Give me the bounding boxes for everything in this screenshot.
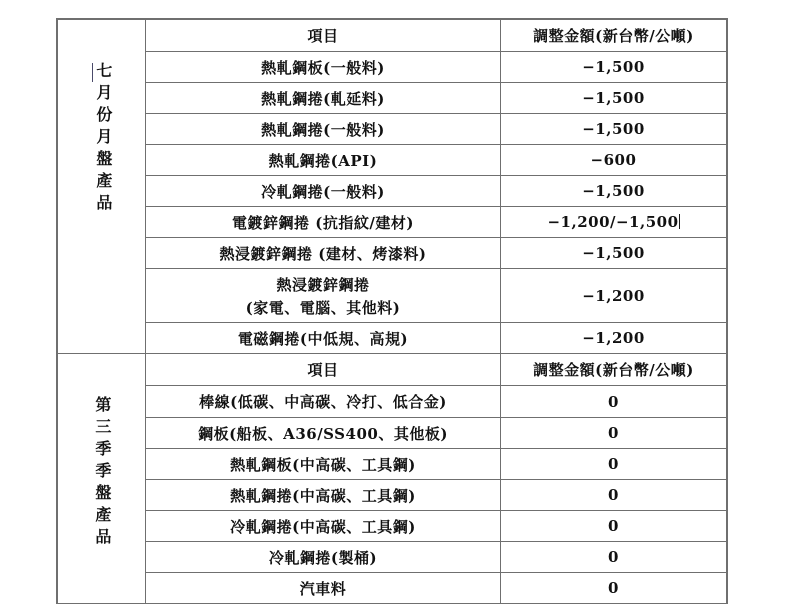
adjustment-amount-cell: 0 xyxy=(501,511,727,542)
group-label-text: 七月份月盤產品 xyxy=(93,62,113,216)
product-item-cell: 冷軋鋼捲(製桶) xyxy=(146,542,501,573)
price-adjustment-table-container xyxy=(57,19,726,598)
column-header-item: 項目 xyxy=(146,354,501,386)
adjustment-amount-cell: −600 xyxy=(501,145,727,176)
product-item-cell: 熱軋鋼捲(一般料) xyxy=(146,114,501,145)
product-item-cell: 冷軋鋼捲(一般料) xyxy=(146,176,501,207)
product-item-cell: 熱軋鋼板(一般料) xyxy=(146,52,501,83)
product-item-line1: 熱浸鍍鋅鋼捲 xyxy=(276,275,370,294)
product-item-cell: 熱軋鋼板(中高碳、工具鋼) xyxy=(146,449,501,480)
adjustment-amount-cell: 0 xyxy=(501,418,727,449)
product-item-cell: 電磁鋼捲(中低規、高規) xyxy=(146,323,501,354)
product-item-cell: 棒線(低碳、中高碳、冷打、低合金) xyxy=(146,386,501,418)
adjustment-amount-cell: 0 xyxy=(501,386,727,418)
adjustment-amount-cell: 0 xyxy=(501,449,727,480)
product-item-cell: 熱軋鋼捲(中高碳、工具鋼) xyxy=(146,480,501,511)
adjustment-amount-cell: −1,500 xyxy=(501,52,727,83)
product-item-cell: 汽車料 xyxy=(146,573,501,604)
adjustment-amount-cell: −1,500 xyxy=(501,238,727,269)
product-item-cell xyxy=(146,269,501,323)
section-group-label-0 xyxy=(58,20,146,354)
adjustment-amount-cell: −1,500 xyxy=(501,83,727,114)
product-item-cell: 熱軋鋼捲(API) xyxy=(146,145,501,176)
product-item-cell: 電鍍鋅鋼捲 (抗指紋/建材) xyxy=(146,207,501,238)
adjustment-amount-cell xyxy=(501,207,727,238)
table-header-row xyxy=(58,20,727,52)
table-row xyxy=(58,323,727,354)
table-row xyxy=(58,269,727,323)
adjustment-amount-cell: −1,200 xyxy=(501,323,727,354)
adjustment-amount-cell: 0 xyxy=(501,480,727,511)
column-header-amount: 調整金額(新台幣/公噸) xyxy=(501,20,727,52)
section-group-label-1 xyxy=(58,354,146,604)
adjustment-amount-cell: 0 xyxy=(501,573,727,604)
text-cursor xyxy=(679,214,680,229)
adjustment-amount-cell: −1,200 xyxy=(501,269,727,323)
column-header-amount: 調整金額(新台幣/公噸) xyxy=(501,354,727,386)
product-item-cell: 熱軋鋼捲(軋延料) xyxy=(146,83,501,114)
product-item-cell: 熱浸鍍鋅鋼捲 (建材、烤漆料) xyxy=(146,238,501,269)
product-item-cell: 鋼板(船板、A36/SS400、其他板) xyxy=(146,418,501,449)
adjustment-amount-cell: −1,500 xyxy=(501,114,727,145)
adjustment-amount-cell: 0 xyxy=(501,542,727,573)
adjustment-amount-text: −1,200/−1,500 xyxy=(547,213,679,231)
group-label-text: 第三季季盤產品 xyxy=(92,396,112,550)
column-header-item: 項目 xyxy=(146,20,501,52)
text-cursor xyxy=(92,63,93,82)
product-item-cell: 冷軋鋼捲(中高碳、工具鋼) xyxy=(146,511,501,542)
price-adjustment-table xyxy=(57,19,727,604)
table-row xyxy=(58,238,727,269)
table-row xyxy=(58,573,727,604)
adjustment-amount-cell: −1,500 xyxy=(501,176,727,207)
table-header-row xyxy=(58,354,727,386)
product-item-line2: (家電、電腦、其他料) xyxy=(245,298,401,317)
